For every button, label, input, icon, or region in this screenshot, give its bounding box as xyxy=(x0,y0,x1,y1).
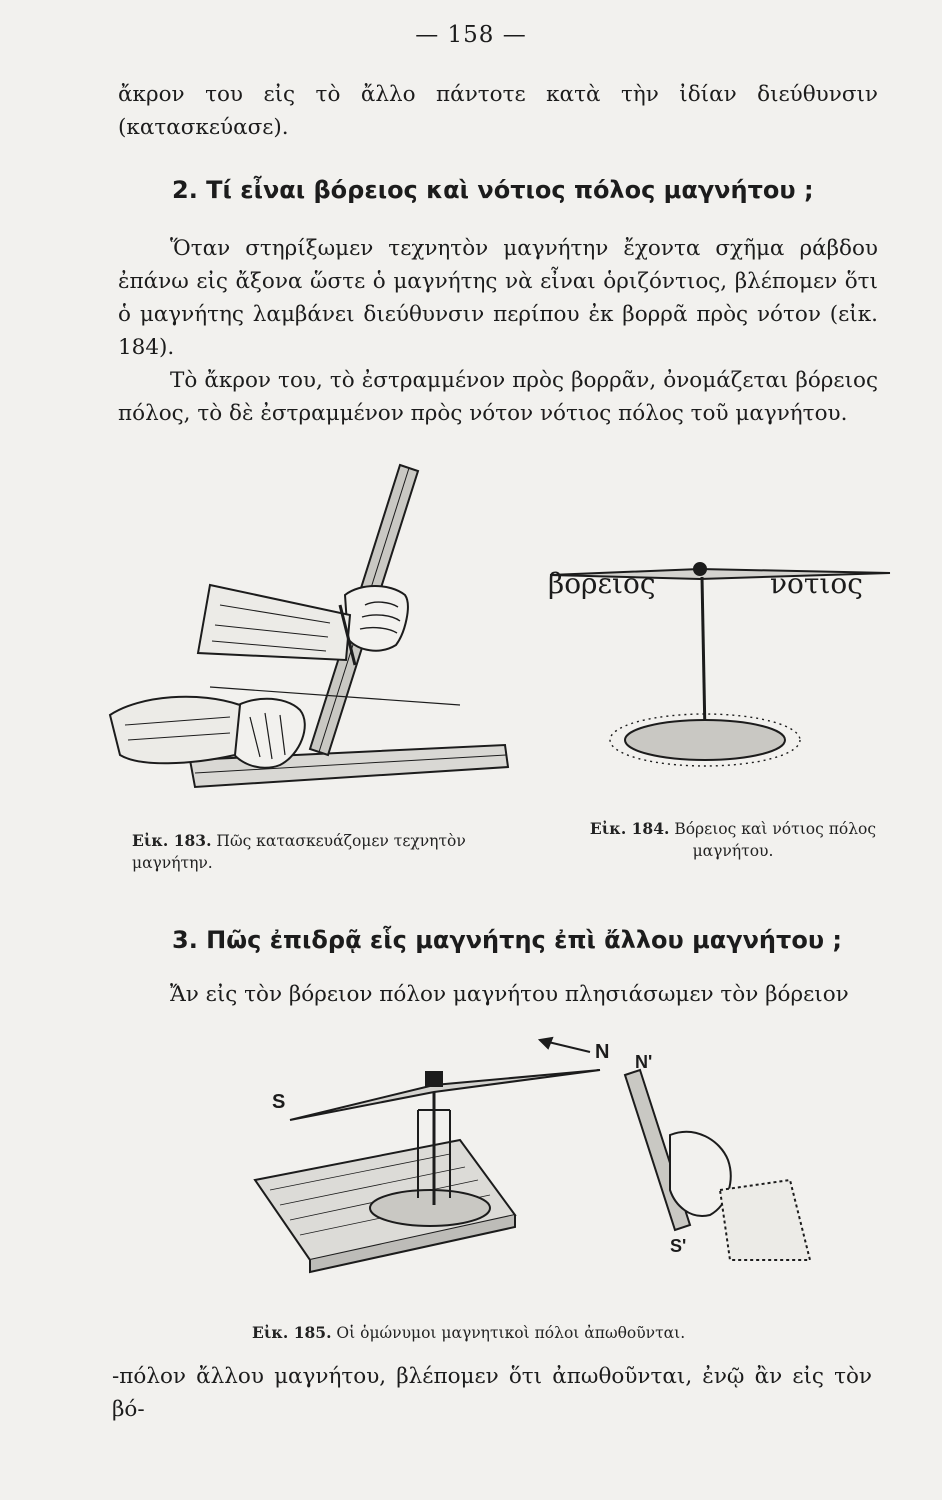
stand-base xyxy=(370,1190,490,1226)
figure-184-illustration xyxy=(530,555,910,780)
label-s-prime: S' xyxy=(670,1236,687,1256)
stand-pole xyxy=(702,577,705,735)
label-n-prime: N' xyxy=(635,1052,653,1072)
closing-paragraph xyxy=(112,1360,872,1426)
intro-text: ἄκρον του εἰς τὸ ἄλλο πάντοτε κατὰ τὴν ἰδίαν διεύθυνσιν (κατασκεύασε). xyxy=(118,82,878,140)
figure-183-caption xyxy=(132,830,522,874)
figure-184-number: Εἰκ. 184. xyxy=(589,819,670,838)
stand-base xyxy=(625,720,785,760)
section-2-paragraph-2: Τὸ ἄκρον του, τὸ ἐστραμμένον πρὸς βορρᾶν, ὀνομάζεται βόρειος πόλος, τὸ δὲ ἐστραμμένον πρὸς νότον νότιος πόλος τοῦ μαγνήτου. xyxy=(118,368,878,426)
section-3-body xyxy=(118,978,878,1011)
intro-paragraph xyxy=(118,78,878,144)
sleeve xyxy=(720,1180,810,1260)
section-3-heading: 3. Πῶς ἐπιδρᾷ εἷς μαγνήτης ἐπὶ ἄλλου μαγνήτου ; xyxy=(172,926,842,954)
page-number: — 158 — xyxy=(415,22,527,48)
section-3-paragraph-1: Ἄν εἰς τὸν βόρειον πόλον μαγνήτου πλησιάσωμεν τὸν βόρειον xyxy=(170,982,849,1007)
closing-text: -πόλον ἄλλου μαγνήτου, βλέπομεν ὅτι ἀπωθοῦνται, ἐνῷ ἂν εἰς τὸν βό- xyxy=(112,1364,872,1422)
upper-hand xyxy=(345,586,408,651)
figure-184-caption-text: Βόρειος καὶ νότιος πόλος μαγνήτου. xyxy=(674,820,877,860)
label-north: βορειος xyxy=(548,567,656,600)
figure-185-number: Εἰκ. 185. xyxy=(252,1323,332,1342)
figure-183-caption-text: Πῶς κατασκευάζομεν τεχνητὸν μαγνήτην. xyxy=(132,832,466,872)
pivoted-needle xyxy=(290,1070,600,1120)
label-s: S xyxy=(272,1091,286,1113)
pivot-cap xyxy=(694,563,706,575)
figure-184-caption xyxy=(548,818,918,862)
label-n: N xyxy=(595,1041,610,1063)
section-2-heading: 2. Τί εἶναι βόρειος καὶ νότιος πόλος μαγνήτου ; xyxy=(172,176,814,204)
lower-sleeve xyxy=(110,697,240,764)
figure-185-caption xyxy=(252,1322,792,1344)
section-2-body xyxy=(118,232,878,430)
figure-185-caption-text: Οἱ ὁμώνυμοι μαγνητικοὶ πόλοι ἀπωθοῦνται. xyxy=(336,1324,686,1342)
figure-183-illustration xyxy=(100,455,520,815)
label-south: νοτιος xyxy=(770,567,863,600)
figure-183-number: Εἰκ. 183. xyxy=(132,831,212,850)
figure-185-illustration xyxy=(250,1030,830,1310)
section-2-paragraph-1: Ὅταν στηρίξωμεν τεχνητὸν μαγνήτην ἔχοντα σχῆμα ράβδου ἐπάνω εἰς ἄξονα ὥστε ὁ μαγνήτης νὰ εἶναι ὁριζόντιος, βλέπομεν ὅτι ὁ μαγνήτης λαμβάνει διεύθυνσιν περίπου ἐκ βορρᾶ πρὸς νότον (εἰκ. 184). xyxy=(118,236,878,360)
